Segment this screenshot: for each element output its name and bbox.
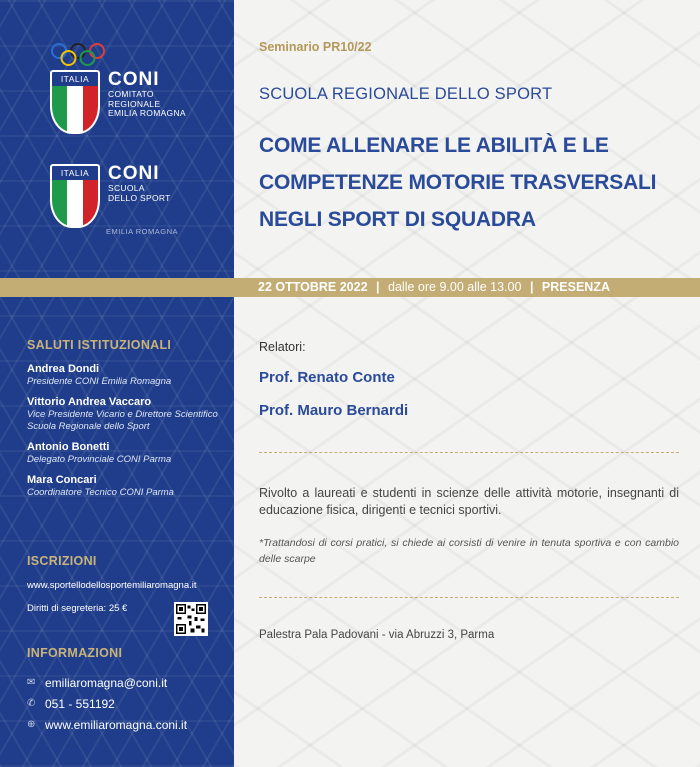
event-title-line: COMPETENZE MOTORIE TRASVERSALI <box>259 171 657 194</box>
person-role: Vice Presidente Vicario e Direttore Scientifico Scuola Regionale dello Sport <box>27 409 218 432</box>
phone-text: 051 - 551192 <box>45 696 115 711</box>
person-entry <box>27 440 220 466</box>
shield-label: ITALIA <box>52 72 98 86</box>
saluti-section <box>27 338 220 499</box>
divider <box>259 452 679 453</box>
registration-link[interactable]: www.sportellodellosportemiliaromagna.it <box>27 580 197 591</box>
right-panel <box>234 0 700 767</box>
event-title-line: NEGLI SPORT DI SQUADRA <box>259 208 536 231</box>
iscrizioni-heading: ISCRIZIONI <box>27 554 97 568</box>
date-bar-text <box>258 278 610 297</box>
envelope-icon: ✉ <box>27 677 36 688</box>
person-role: Delegato Provinciale CONI Parma <box>27 454 172 465</box>
location-text: Palestra Pala Padovani - via Abruzzi 3, Parma <box>259 629 495 641</box>
qr-code-icon[interactable] <box>174 602 208 636</box>
coni-sub-line: REGIONALE <box>108 98 161 109</box>
saluti-heading: SALUTI ISTITUZIONALI <box>27 338 172 352</box>
email-text: emiliaromagna@coni.it <box>45 675 168 690</box>
italia-shield-icon <box>50 70 100 134</box>
speakers-label: Relatori: <box>259 340 306 354</box>
audience-text: Rivolto a laureati e studenti in scienze delle attività motorie, insegnanti di educazione fisica, dirigenti e tecnici sportivi. <box>259 486 679 517</box>
person-role: Coordinatore Tecnico CONI Parma <box>27 487 174 498</box>
divider <box>259 597 679 598</box>
event-time: dalle ore 9.00 alle 13.00 <box>388 280 522 294</box>
contact-phone[interactable] <box>27 693 220 714</box>
person-name: Mara Concari <box>27 474 97 486</box>
coni-title: CONI <box>108 163 160 184</box>
person-entry <box>27 362 220 388</box>
informazioni-section <box>27 646 220 735</box>
web-text: www.emiliaromagna.coni.it <box>45 717 188 732</box>
event-date: 22 OTTOBRE 2022 <box>258 280 368 294</box>
informazioni-heading: INFORMAZIONI <box>27 646 123 660</box>
person-name: Andrea Dondi <box>27 363 100 375</box>
event-mode: PRESENZA <box>541 280 610 294</box>
dress-code-note: *Trattandosi di corsi pratici, si chiede ai corsisti di venire in tenuta sportiva e con cambio delle scarpe <box>259 537 679 565</box>
bar-separator: | <box>529 280 534 294</box>
contact-web[interactable] <box>27 714 220 735</box>
shield-label: ITALIA <box>52 166 98 180</box>
speaker-name: Prof. Mauro Bernardi <box>259 402 409 419</box>
coni-sub-line: DELLO SPORT <box>108 192 171 203</box>
person-role: Presidente CONI Emilia Romagna <box>27 376 172 387</box>
coni-sub-line: EMILIA ROMAGNA <box>108 108 186 118</box>
person-name: Vittorio Andrea Vaccaro <box>27 396 152 408</box>
school-name: SCUOLA REGIONALE DELLO SPORT <box>259 85 553 103</box>
globe-icon: ⊕ <box>27 719 36 730</box>
fee-text: Diritti di segreteria: 25 € <box>27 603 128 614</box>
olympic-rings-icon <box>50 42 106 68</box>
coni-sub-line: COMITATO <box>108 89 154 99</box>
seminar-code: Seminario PR10/22 <box>259 40 372 54</box>
coni-sub-line: SCUOLA <box>108 183 145 193</box>
person-name: Antonio Bonetti <box>27 441 110 453</box>
person-entry <box>27 395 220 433</box>
coni-school-logo <box>50 164 171 228</box>
italia-shield-icon <box>50 164 100 228</box>
speaker-name: Prof. Renato Conte <box>259 369 395 386</box>
coni-title: CONI <box>108 69 160 90</box>
left-panel <box>0 0 234 767</box>
coni-committee-logo <box>50 70 186 134</box>
region-label: EMILIA ROMAGNA <box>106 227 179 236</box>
bar-separator: | <box>376 280 380 294</box>
person-entry <box>27 473 220 499</box>
phone-icon: ✆ <box>27 698 36 709</box>
event-title <box>259 127 689 238</box>
contact-email[interactable] <box>27 672 220 693</box>
event-title-line: COME ALLENARE LE ABILITÀ E LE <box>259 134 609 157</box>
